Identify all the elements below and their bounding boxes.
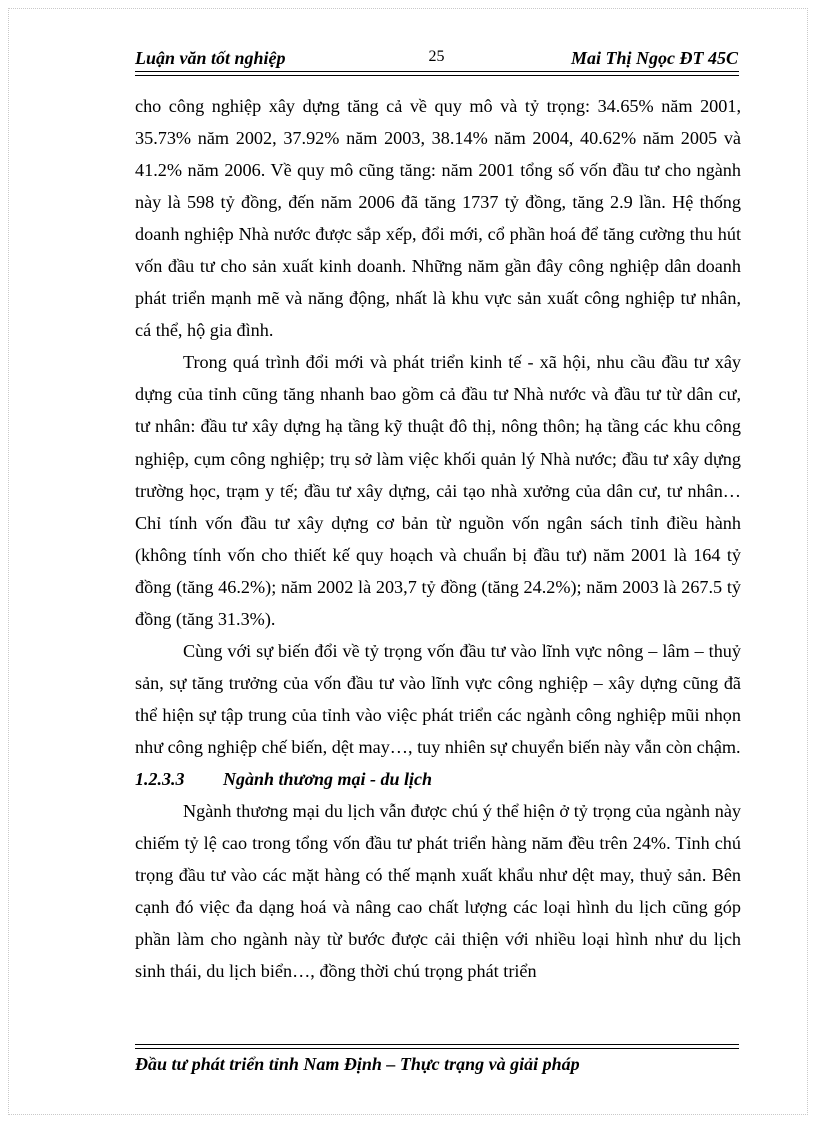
page-footer: Đầu tư phát triển tỉnh Nam Định – Thực trạng và giải pháp: [135, 1054, 580, 1074]
paragraph-1: cho công nghiệp xây dựng tăng cả về quy mô và tỷ trọng: 34.65% năm 2001, 35.73% năm 2002, 37.92% năm 2003, 38.14% năm 2004, 40.62% năm 2005 và 41.2% năm 2006. Về quy mô cũng tăng: năm 2001 tổng số vốn đầu tư cho ngành này là 598 tỷ đồng, đến năm 2006 đã tăng 1737 tỷ đồng, tăng 2.9 lần. Hệ thống doanh nghiệp Nhà nước được sắp xếp, đổi mới, cổ phần hoá để tăng cường thu hút vốn đầu tư cho sản xuất kinh doanh. Những năm gần đây công nghiệp dân doanh phát triển mạnh mẽ và năng động, nhất là khu vực sản xuất công nghiệp tư nhân, cá thể, hộ gia đình.: [135, 96, 741, 341]
footer-rule-thick: [135, 1044, 739, 1045]
document-body: [135, 90, 741, 987]
page-number: 25: [428, 48, 445, 65]
section-title: Ngành thương mại - du lịch: [223, 768, 432, 789]
paragraph-3: Cùng với sự biến đổi về tỷ trọng vốn đầu tư vào lĩnh vực nông – lâm – thuỷ sản, sự tăng trưởng của vốn đầu tư vào lĩnh vực công nghiệp – xây dựng cũng đã thể hiện sự tập trung của tỉnh vào việc phát triển các ngành công nghiệp mũi nhọn như công nghiệp chế biến, dệt may…, tuy nhiên sự chuyển biến này vẫn còn chậm.: [135, 640, 741, 757]
section-number: 1.2.3.3: [135, 768, 185, 789]
header-thesis-label: Luận văn tốt nghiệp: [135, 48, 286, 68]
page-header: [135, 48, 738, 72]
paragraph-2: Trong quá trình đổi mới và phát triển kinh tế - xã hội, nhu cầu đầu tư xây dựng của tỉnh cũng tăng nhanh bao gồm cả đầu tư Nhà nước và đầu tư từ dân cư, tư nhân: đầu tư xây dựng hạ tầng kỹ thuật đô thị, nông thôn; hạ tầng các khu công nghiệp, cụm công nghiệp; trụ sở làm việc khối quản lý Nhà nước; đầu tư xây dựng trường học, trạm y tế; đầu tư xây dựng, cải tạo nhà xưởng của dân cư, tư nhân…Chỉ tính vốn đầu tư xây dựng cơ bản từ nguồn vốn ngân sách tỉnh điều hành (không tính vốn cho thiết kế quy hoạch và chuẩn bị đầu tư) năm 2001 là 164 tỷ đồng (tăng 46.2%); năm 2002 là 203,7 tỷ đồng (tăng 24.2%); năm 2003 là 267.5 tỷ đồng (tăng 31.3%).: [135, 352, 741, 629]
section-heading: [135, 763, 741, 795]
paragraph-4: Ngành thương mại du lịch vẫn được chú ý thể hiện ở tỷ trọng của ngành này chiếm tỷ lệ cao trong tổng vốn đầu tư phát triển hàng năm đều trên 24%. Tỉnh chú trọng đầu tư vào các mặt hàng có thế mạnh xuất khẩu như dệt may, thuỷ sản. Bên cạnh đó việc đa dạng hoá và nâng cao chất lượng các loại hình du lịch cũng góp phần làm cho ngành này từ bước được cải thiện với nhiều loại hình như du lịch sinh thái, du lịch biển…, đồng thời chú trọng phát triển: [135, 800, 741, 982]
header-rule-thick: [135, 71, 739, 72]
header-author: Mai Thị Ngọc ĐT 45C: [570, 48, 738, 68]
footer-rule-thin: [135, 1048, 739, 1049]
header-rule-thin: [135, 75, 739, 76]
